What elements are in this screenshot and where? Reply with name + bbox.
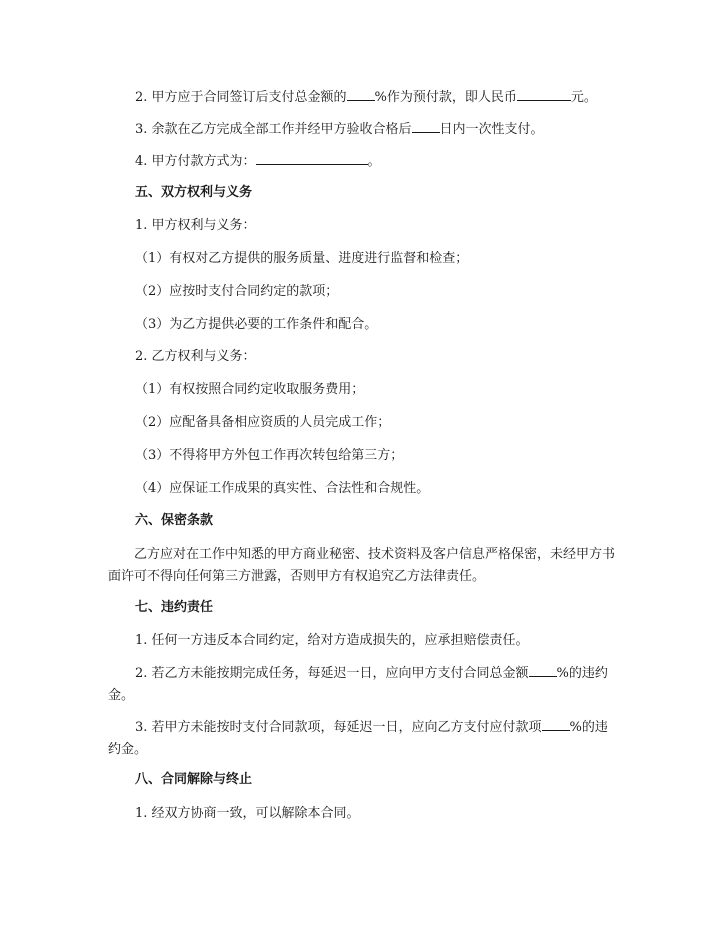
- payment-item-4-text: 4. 甲方付款方式为：: [135, 154, 256, 169]
- party-a-item-1: （1）有权对乙方提供的服务质量、进度进行监督和检查；: [135, 251, 469, 266]
- payment-item-4-end: 。: [367, 154, 381, 169]
- payment-item-2: [135, 86, 624, 108]
- section-5-title: 五、双方权利与义务: [135, 185, 253, 200]
- payment-item-3: [135, 118, 624, 140]
- days-blank: [412, 118, 440, 133]
- liability-item-2-text: 2. 若乙方未能按期完成任务，每延迟一日，应向甲方支付合同总金额: [135, 666, 529, 681]
- party-b-title: 2. 乙方权利与义务：: [135, 349, 256, 364]
- section-6-body: 乙方应对在工作中知悉的甲方商业秘密、技术资料及客户信息严格保密，未经甲方书面许可不得向任何第三方泄露，否则甲方有权追究乙方法律责任。: [108, 547, 616, 584]
- payment-item-2-text: 2. 甲方应于合同签订后支付总金额的: [135, 90, 347, 105]
- termination-item-1: 1. 经双方协商一致，可以解除本合同。: [135, 806, 360, 821]
- party-a-title: 1. 甲方权利与义务：: [135, 218, 256, 233]
- party-a-item-3: （3）为乙方提供必要的工作条件和配合。: [135, 317, 378, 332]
- liability-item-2: [108, 662, 616, 707]
- amount-blank: [517, 86, 571, 101]
- penalty-percent-blank-2: [542, 716, 570, 731]
- section-7-title: 七、违约责任: [135, 600, 214, 615]
- liability-item-3-text: 3. 若甲方未能按时支付合同款项，每延迟一日，应向乙方支付应付款项: [135, 720, 542, 735]
- payment-method-blank: [256, 150, 368, 165]
- section-6-title: 六、保密条款: [135, 513, 214, 528]
- liability-item-1: 1. 任何一方违反本合同约定，给对方造成损失的，应承担赔偿责任。: [135, 633, 529, 648]
- party-b-item-2: （2）应配备具备相应资质的人员完成工作；: [135, 415, 391, 430]
- party-b-item-4: （4）应保证工作成果的真实性、合法性和合规性。: [135, 481, 430, 496]
- payment-item-2-mid: %作为预付款，即人民币: [374, 90, 517, 105]
- liability-item-3-end: %的违约金。: [108, 720, 608, 757]
- payment-item-3-end: 日内一次性支付。: [439, 122, 544, 137]
- party-b-item-1: （1）有权按照合同约定收取服务费用；: [135, 382, 365, 397]
- payment-item-3-text: 3. 余款在乙方完成全部工作并经甲方验收合格后: [135, 122, 412, 137]
- penalty-percent-blank-1: [529, 662, 557, 677]
- liability-item-3: [108, 716, 616, 761]
- percent-blank: [347, 86, 375, 101]
- payment-item-2-end: 元。: [570, 90, 597, 105]
- payment-item-4: [135, 150, 624, 172]
- party-b-item-3: （3）不得将甲方外包工作再次转包给第三方；: [135, 448, 404, 463]
- party-a-item-2: （2）应按时支付合同约定的款项；: [135, 284, 339, 299]
- section-8-title: 八、合同解除与终止: [135, 772, 253, 787]
- liability-item-2-end: %的违约金。: [108, 666, 608, 703]
